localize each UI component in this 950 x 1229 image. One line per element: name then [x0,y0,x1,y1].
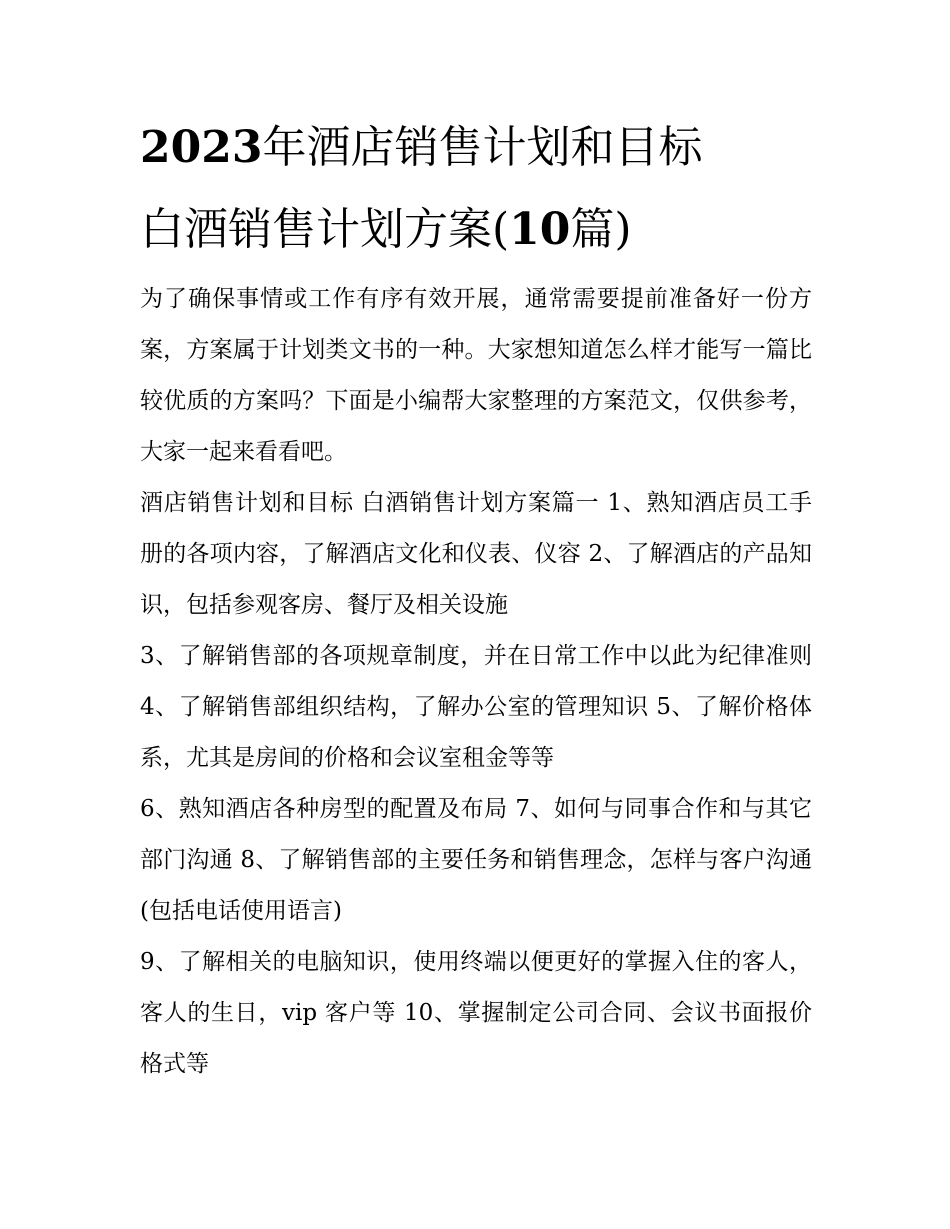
document-title-line-2 [140,190,820,270]
title-line-2-suffix: 篇) [570,204,632,255]
body-paragraph: 酒店销售计划和目标 白酒销售计划方案篇一 1、熟知酒店员工手册的各项内容，了解酒店文化和仪表、仪容 2、了解酒店的产品知识，包括参观客房、餐厅及相关设施 [140,490,812,618]
body-paragraph: 9、了解相关的电脑知识，使用终端以便更好的掌握入住的客人，客人的生日，vip 客户等 10、掌握制定公司合同、会议书面报价格式等 [140,949,812,1077]
title-count: 10 [509,204,571,255]
title-line-1-text: 年酒店销售计划和目标 [262,122,703,173]
intro-paragraph: 为了确保事情或工作有序有效开展，通常需要提前准备好一份方案，方案属于计划类文书的一种。大家想知道怎么样才能写一篇比较优质的方案吗？下面是小编帮大家整理的方案范文，仅供参考，大家一起来看看吧。 [140,286,812,465]
body-paragraph: 6、熟知酒店各种房型的配置及布局 7、如何与同事合作和与其它部门沟通 8、了解销售部的主要任务和销售理念，怎样与客户沟通(包括电话使用语言) [140,796,812,924]
body-paragraph: 3、了解销售部的各项规章制度，并在日常工作中以此为纪律准则 4、了解销售部组织结构，了解办公室的管理知识 5、了解价格体系，尤其是房间的价格和会议室租金等等 [140,643,812,771]
title-year: 2023 [140,122,263,173]
title-line-2-prefix: 白酒销售计划方案( [140,204,510,255]
document-title-line-1 [140,108,820,188]
